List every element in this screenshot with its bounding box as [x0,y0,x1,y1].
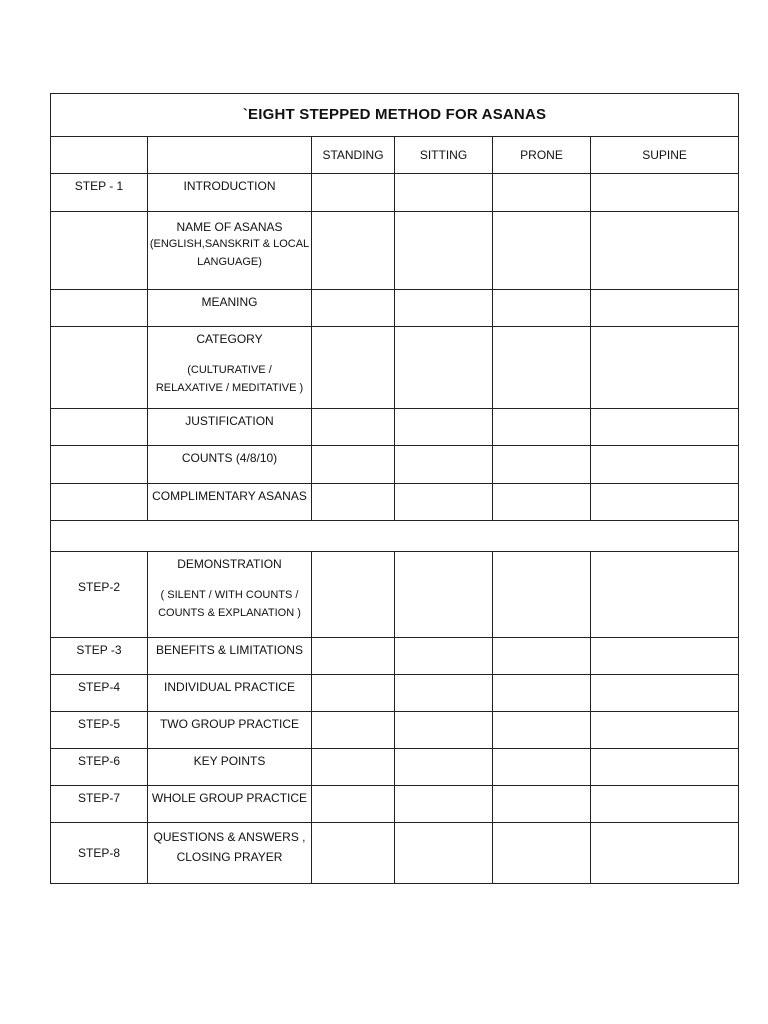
table-row [51,749,739,786]
item-label: QUESTIONS & ANSWERS , CLOSING PRAYER [148,823,312,884]
item-label: JUSTIFICATION [148,409,312,446]
cell-prone[interactable] [493,327,591,409]
step-label: STEP-8 [51,823,148,884]
cell-sitting[interactable] [395,327,493,409]
header-empty-item [148,137,312,174]
cell-sitting[interactable] [395,749,493,786]
item-label: WHOLE GROUP PRACTICE [148,786,312,823]
cell-sitting[interactable] [395,712,493,749]
cell-prone[interactable] [493,749,591,786]
cell-standing[interactable] [312,212,395,290]
cell-standing[interactable] [312,552,395,638]
step-label: STEP -3 [51,638,148,675]
asana-method-table [50,93,739,884]
item-label: DEMONSTRATION ( SILENT / WITH COUNTS / COUNTS & EXPLANATION ) [148,552,312,638]
cell-sitting[interactable] [395,212,493,290]
cell-supine[interactable] [591,484,739,521]
cell-sitting[interactable] [395,638,493,675]
item-label: NAME OF ASANAS (ENGLISH,SANSKRIT & LOCAL LANGUAGE) [148,212,312,290]
step-label-empty [51,446,148,484]
cell-supine[interactable] [591,327,739,409]
cell-standing[interactable] [312,484,395,521]
cell-supine[interactable] [591,638,739,675]
cell-prone[interactable] [493,212,591,290]
cell-sitting[interactable] [395,823,493,884]
cell-prone[interactable] [493,409,591,446]
table-row [51,446,739,484]
cell-prone[interactable] [493,290,591,327]
table-row [51,409,739,446]
step-label-empty [51,212,148,290]
spacer-row [51,521,739,552]
cell-supine[interactable] [591,552,739,638]
cell-prone[interactable] [493,712,591,749]
table-row [51,638,739,675]
cell-prone[interactable] [493,675,591,712]
step-label-empty [51,409,148,446]
cell-sitting[interactable] [395,409,493,446]
cell-standing[interactable] [312,174,395,212]
cell-sitting[interactable] [395,290,493,327]
table-row [51,290,739,327]
cell-standing[interactable] [312,638,395,675]
item-label: COUNTS (4/8/10) [148,446,312,484]
cell-standing[interactable] [312,409,395,446]
table-row [51,212,739,290]
spacer-cell [51,521,739,552]
table-row [51,327,739,409]
cell-supine[interactable] [591,749,739,786]
item-label: BENEFITS & LIMITATIONS [148,638,312,675]
table-row [51,823,739,884]
cell-prone[interactable] [493,174,591,212]
step-label: STEP-2 [51,552,148,638]
step-label: STEP-4 [51,675,148,712]
cell-standing[interactable] [312,290,395,327]
cell-standing[interactable] [312,823,395,884]
cell-prone[interactable] [493,446,591,484]
table-row [51,675,739,712]
cell-prone[interactable] [493,638,591,675]
item-label: CATEGORY (CULTURATIVE / RELAXATIVE / MEDITATIVE ) [148,327,312,409]
cell-prone[interactable] [493,552,591,638]
item-label: KEY POINTS [148,749,312,786]
step-label: STEP-7 [51,786,148,823]
cell-supine[interactable] [591,786,739,823]
table-row [51,552,739,638]
page-title: `EIGHT STEPPED METHOD FOR ASANAS [51,94,739,137]
cell-standing[interactable] [312,712,395,749]
header-row [51,137,739,174]
cell-standing[interactable] [312,786,395,823]
step-label: STEP-5 [51,712,148,749]
step-label-empty [51,290,148,327]
header-standing: STANDING [312,137,395,174]
item-label: INTRODUCTION [148,174,312,212]
table-row [51,712,739,749]
cell-sitting[interactable] [395,786,493,823]
table-row [51,484,739,521]
table-row [51,174,739,212]
header-empty-step [51,137,148,174]
cell-standing[interactable] [312,446,395,484]
header-sitting: SITTING [395,137,493,174]
cell-sitting[interactable] [395,446,493,484]
title-row [51,94,739,137]
cell-sitting[interactable] [395,174,493,212]
cell-supine[interactable] [591,446,739,484]
item-label: TWO GROUP PRACTICE [148,712,312,749]
cell-standing[interactable] [312,327,395,409]
cell-prone[interactable] [493,823,591,884]
cell-prone[interactable] [493,484,591,521]
item-label: COMPLIMENTARY ASANAS [148,484,312,521]
step-label-empty [51,327,148,409]
cell-sitting[interactable] [395,552,493,638]
cell-sitting[interactable] [395,484,493,521]
cell-prone[interactable] [493,786,591,823]
cell-supine[interactable] [591,675,739,712]
cell-supine[interactable] [591,712,739,749]
cell-standing[interactable] [312,749,395,786]
cell-supine[interactable] [591,409,739,446]
cell-supine[interactable] [591,290,739,327]
item-label: MEANING [148,290,312,327]
cell-sitting[interactable] [395,675,493,712]
header-prone: PRONE [493,137,591,174]
item-label: INDIVIDUAL PRACTICE [148,675,312,712]
cell-supine[interactable] [591,212,739,290]
cell-supine[interactable] [591,823,739,884]
header-supine: SUPINE [591,137,739,174]
cell-supine[interactable] [591,174,739,212]
table-row [51,786,739,823]
step-label-empty [51,484,148,521]
cell-standing[interactable] [312,675,395,712]
step-label: STEP - 1 [51,174,148,212]
step-label: STEP-6 [51,749,148,786]
